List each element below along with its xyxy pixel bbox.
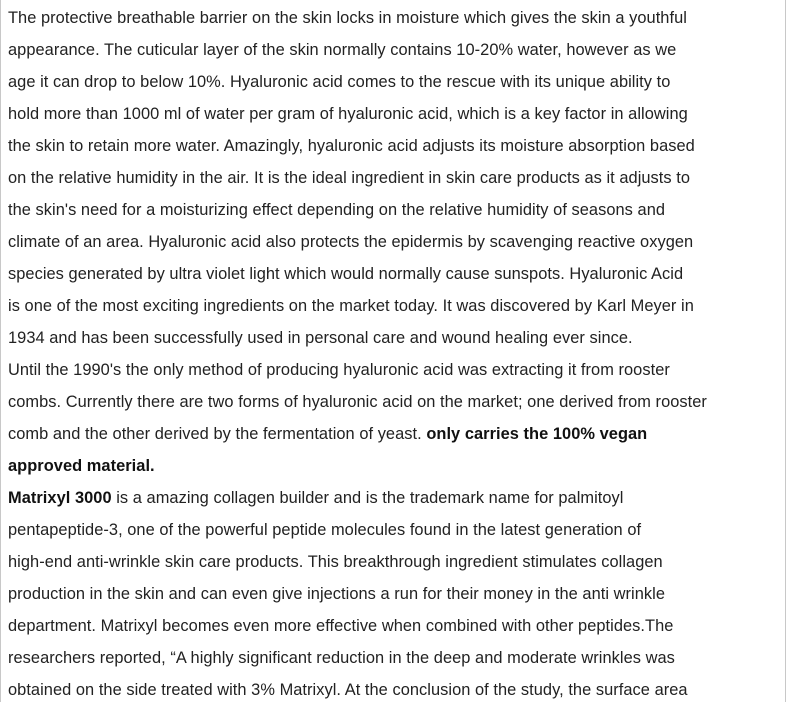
text-line: species generated by ultra violet light which would normally cause sunspots. Hyaluronic Acid — [8, 265, 684, 283]
text-run: comb and the other derived by the fermentation of yeast. — [8, 425, 427, 443]
article-body — [8, 2, 779, 702]
text-line — [8, 418, 779, 450]
text-line: the skin's need for a moisturizing effect depending on the relative humidity of seasons and — [8, 201, 666, 219]
text-line: Until the 1990's the only method of producing hyaluronic acid was extracting it from rooster — [8, 361, 670, 379]
text-run: is a amazing collagen builder and is the trademark name for palmitoyl — [111, 489, 624, 507]
text-line: appearance. The cuticular layer of the skin normally contains 10-20% water, however as we — [8, 41, 677, 59]
text-line: the skin to retain more water. Amazingly, hyaluronic acid adjusts its moisture absorption based — [8, 137, 695, 155]
text-line: age it can drop to below 10%. Hyaluronic acid comes to the rescue with its unique ability to — [8, 73, 671, 91]
matrixyl-heading: Matrixyl 3000 — [8, 489, 112, 507]
text-line: production in the skin and can even give injections a run for their money in the anti wrinkle — [8, 585, 666, 603]
text-line — [8, 482, 779, 514]
bold-text-run: only carries the 100% vegan — [426, 425, 648, 443]
text-line: climate of an area. Hyaluronic acid also protects the epidermis by scavenging reactive oxygen — [8, 233, 694, 251]
bold-text-line: approved material. — [8, 457, 155, 475]
text-line: obtained on the side treated with 3% Matrixyl. At the conclusion of the study, the surface area — [8, 681, 688, 699]
text-line: hold more than 1000 ml of water per gram of hyaluronic acid, which is a key factor in allowing — [8, 105, 688, 123]
text-line: combs. Currently there are two forms of hyaluronic acid on the market; one derived from rooster — [8, 393, 707, 411]
text-line: department. Matrixyl becomes even more effective when combined with other peptides.The — [8, 617, 674, 635]
text-line: The protective breathable barrier on the skin locks in moisture which gives the skin a youthful — [8, 9, 687, 27]
text-line: pentapeptide-3, one of the powerful peptide molecules found in the latest generation of — [8, 521, 642, 539]
text-line: researchers reported, “A highly significant reduction in the deep and moderate wrinkles was — [8, 649, 675, 667]
text-line: is one of the most exciting ingredients on the market today. It was discovered by Karl Meyer in — [8, 297, 694, 315]
text-line: high-end anti-wrinkle skin care products. This breakthrough ingredient stimulates collagen — [8, 553, 663, 571]
text-line: on the relative humidity in the air. It is the ideal ingredient in skin care products as it adjusts to — [8, 169, 691, 187]
text-line: 1934 and has been successfully used in personal care and wound healing ever since. — [8, 329, 633, 347]
